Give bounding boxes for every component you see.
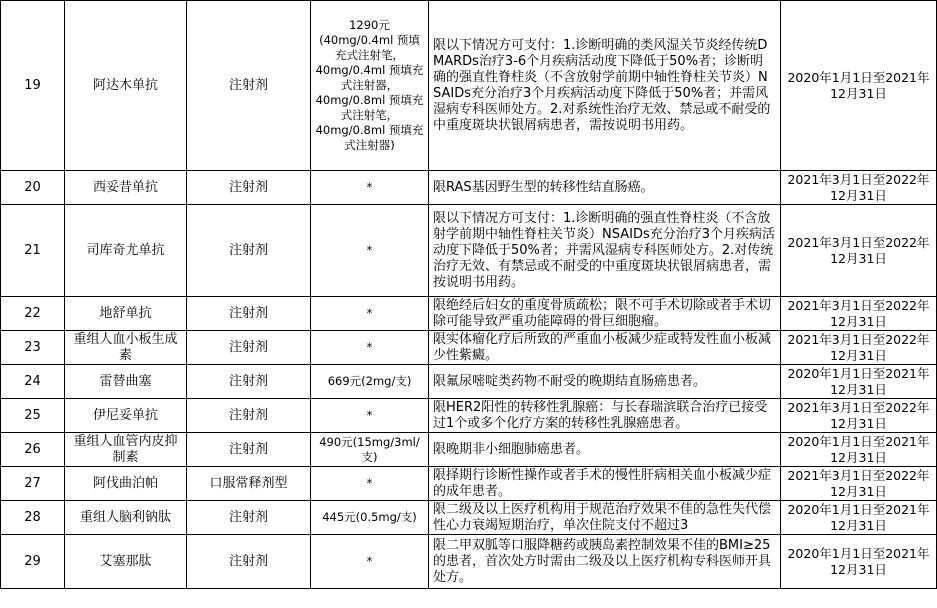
agreement-period-cell: 2021年3月1日至2022年12月31日 (781, 467, 937, 501)
dosage-form-cell: 注射剂 (187, 535, 311, 589)
agreement-period-cell: 2021年3月1日至2022年12月31日 (781, 171, 937, 205)
table-row (1, 433, 937, 467)
table-row (1, 297, 937, 331)
payment-limit-cell: 限HER2阳性的转移性乳腺癌：与长春瑞滨联合治疗已接受过1个或多个化疗方案的转移性乳腺癌患者。 (429, 399, 781, 433)
row-number-cell: 24 (1, 365, 65, 399)
table-row (1, 535, 937, 589)
table-row (1, 205, 937, 297)
table-row (1, 365, 937, 399)
table-row (1, 331, 937, 365)
row-number-cell: 22 (1, 297, 65, 331)
price-spec-cell: * (311, 535, 429, 589)
drug-name-cell: 西妥昔单抗 (65, 171, 187, 205)
price-spec-cell: * (311, 331, 429, 365)
agreement-period-cell: 2020年1月1日至2021年12月31日 (781, 365, 937, 399)
table-body (1, 1, 937, 589)
dosage-form-cell: 口服常释剂型 (187, 467, 311, 501)
payment-limit-cell: 限实体瘤化疗后所致的严重血小板减少症或特发性血小板减少性紫癜。 (429, 331, 781, 365)
table-row (1, 501, 937, 535)
drug-name-cell: 阿达木单抗 (65, 1, 187, 171)
drug-name-cell: 重组人血管内皮抑制素 (65, 433, 187, 467)
dosage-form-cell: 注射剂 (187, 297, 311, 331)
payment-limit-cell: 限晚期非小细胞肺癌患者。 (429, 433, 781, 467)
payment-limit-cell: 限绝经后妇女的重度骨质疏松；限不可手术切除或者手术切除可能导致严重功能障碍的骨巨细胞瘤。 (429, 297, 781, 331)
drug-name-cell: 重组人脑利钠肽 (65, 501, 187, 535)
price-spec-cell: 490元(15mg/3ml/支) (311, 433, 429, 467)
dosage-form-cell: 注射剂 (187, 433, 311, 467)
agreement-period-cell: 2021年3月1日至2022年12月31日 (781, 331, 937, 365)
price-spec-cell: 445元(0.5mg/支) (311, 501, 429, 535)
table-row (1, 1, 937, 171)
agreement-period-cell: 2020年1月1日至2021年12月31日 (781, 433, 937, 467)
payment-limit-cell: 限二级及以上医疗机构用于规范治疗效果不佳的急性失代偿性心力衰竭短期治疗，单次住院支付不超过3 (429, 501, 781, 535)
agreement-period-cell: 2021年3月1日至2022年12月31日 (781, 205, 937, 297)
agreement-period-cell: 2020年1月1日至2021年12月31日 (781, 501, 937, 535)
row-number-cell: 19 (1, 1, 65, 171)
payment-limit-cell: 限以下情况方可支付：1.诊断明确的类风湿关节炎经传统DMARDs治疗3-6个月疾病活动度下降低于50%者；诊断明确的强直性脊柱炎（不含放射学前期中轴性脊柱关节炎）NSAIDs充分治疗3个月疾病活动度下降低于50%者；并需风湿病专科医师处方。2.对系统性治疗无效、禁忌或不耐受的中重度斑块状银屑病患者，需按说明书用药。 (429, 1, 781, 171)
row-number-cell: 21 (1, 205, 65, 297)
payment-limit-cell: 限择期行诊断性操作或者手术的慢性肝病相关血小板减少症的成年患者。 (429, 467, 781, 501)
price-spec-cell: * (311, 297, 429, 331)
table-row (1, 467, 937, 501)
price-spec-cell: 669元(2mg/支) (311, 365, 429, 399)
price-spec-cell: 1290元 (40mg/0.4ml 预填充式注射笔， 40mg/0.4ml 预填充式注射器， 40mg/0.8ml 预填充式注射笔， 40mg/0.8ml 预填充式注射器) (311, 1, 429, 171)
drug-name-cell: 地舒单抗 (65, 297, 187, 331)
price-spec-cell: * (311, 171, 429, 205)
dosage-form-cell: 注射剂 (187, 205, 311, 297)
price-spec-cell: * (311, 399, 429, 433)
row-number-cell: 29 (1, 535, 65, 589)
dosage-form-cell: 注射剂 (187, 399, 311, 433)
drug-name-cell: 雷替曲塞 (65, 365, 187, 399)
drug-name-cell: 司库奇尤单抗 (65, 205, 187, 297)
price-spec-cell: * (311, 205, 429, 297)
row-number-cell: 25 (1, 399, 65, 433)
drug-name-cell: 艾塞那肽 (65, 535, 187, 589)
dosage-form-cell: 注射剂 (187, 331, 311, 365)
agreement-period-cell: 2020年1月1日至2021年12月31日 (781, 1, 937, 171)
drug-name-cell: 重组人血小板生成素 (65, 331, 187, 365)
table-row (1, 171, 937, 205)
table-row (1, 399, 937, 433)
agreement-period-cell: 2021年3月1日至2022年12月31日 (781, 297, 937, 331)
row-number-cell: 27 (1, 467, 65, 501)
row-number-cell: 26 (1, 433, 65, 467)
dosage-form-cell: 注射剂 (187, 1, 311, 171)
payment-limit-cell: 限RAS基因野生型的转移性结直肠癌。 (429, 171, 781, 205)
row-number-cell: 23 (1, 331, 65, 365)
price-spec-cell: * (311, 467, 429, 501)
payment-limit-cell: 限氟尿嘧啶类药物不耐受的晚期结直肠癌患者。 (429, 365, 781, 399)
drug-name-cell: 阿伐曲泊帕 (65, 467, 187, 501)
dosage-form-cell: 注射剂 (187, 365, 311, 399)
row-number-cell: 28 (1, 501, 65, 535)
row-number-cell: 20 (1, 171, 65, 205)
payment-limit-cell: 限以下情况方可支付：1.诊断明确的强直性脊柱炎（不含放射学前期中轴性脊柱关节炎）NSAIDs充分治疗3个月疾病活动度下降低于50%者；并需风湿病专科医师处方。2.对传统治疗无效、有禁忌或不耐受的中重度斑块状银屑病患者，需按说明书用药。 (429, 205, 781, 297)
payment-limit-cell: 限二甲双胍等口服降糖药或胰岛素控制效果不佳的BMI≥25的患者，首次处方时需由二级及以上医疗机构专科医师开具处方。 (429, 535, 781, 589)
dosage-form-cell: 注射剂 (187, 171, 311, 205)
drug-name-cell: 伊尼妥单抗 (65, 399, 187, 433)
agreement-period-cell: 2021年3月1日至2022年12月31日 (781, 399, 937, 433)
agreement-period-cell: 2020年1月1日至2021年12月31日 (781, 535, 937, 589)
dosage-form-cell: 注射剂 (187, 501, 311, 535)
